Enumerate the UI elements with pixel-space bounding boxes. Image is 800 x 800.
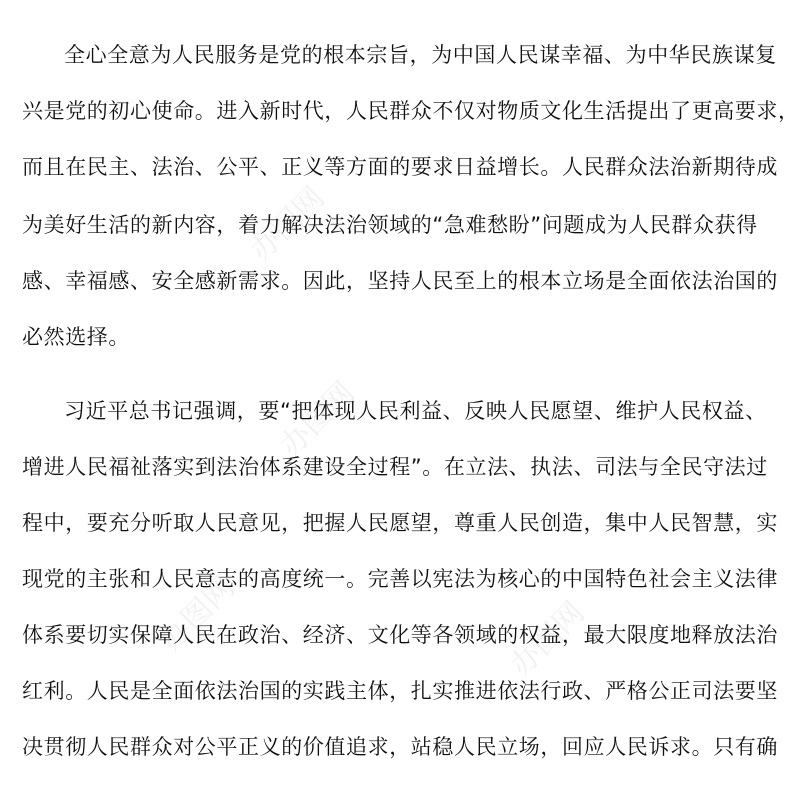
paragraph-line: 必然选择。 [22,325,130,349]
paragraph-line: 兴是党的初心使命。进入新时代，人民群众不仅对物质文化生活提出了更高要求， [22,99,800,123]
paragraph-line: 体系要切实保障人民在政治、经济、文化等各领域的权益，最大限度地释放法治 [22,623,778,647]
paragraph-line: 全心全意为人民服务是党的根本宗旨，为中国人民谋幸福、为中华民族谋复 [64,43,777,67]
paragraph-line: 增进人民福祉落实到法治体系建设全过程”。在立法、执法、司法与全民守法过 [22,455,768,479]
watermark: 办图网 [243,180,332,269]
paragraph-line: 习近平总书记强调，要“把体现人民利益、反映人民愿望、维护人民权益、 [64,399,767,423]
watermark: 办图网 [153,570,242,659]
paragraph-line: 而且在民主、法治、公平、正义等方面的要求日益增长。人民群众法治新期待成 [22,155,778,179]
paragraph-line: 感、幸福感、安全感新需求。因此，坚持人民至上的根本立场是全面依法治国的 [22,269,778,293]
watermark: 办图网 [273,375,362,464]
paragraph-line: 程中，要充分听取人民意见，把握人民愿望，尊重人民创造，集中人民智慧，实 [22,511,778,535]
paragraph-line: 红利。人民是全面依法治国的实践主体，扎实推进依法行政、严格公正司法要坚 [22,679,778,703]
watermark: 办图网 [503,595,592,684]
paragraph-line: 为美好生活的新内容，着力解决法治领域的“急难愁盼”问题成为人民群众获得 [22,213,758,237]
paragraph-line: 现党的主张和人民意志的高度统一。完善以宪法为核心的中国特色社会主义法律 [22,567,778,591]
paragraph-line: 决贯彻人民群众对公平正义的价值追求，站稳人民立场，回应人民诉求。只有确 [22,735,778,759]
